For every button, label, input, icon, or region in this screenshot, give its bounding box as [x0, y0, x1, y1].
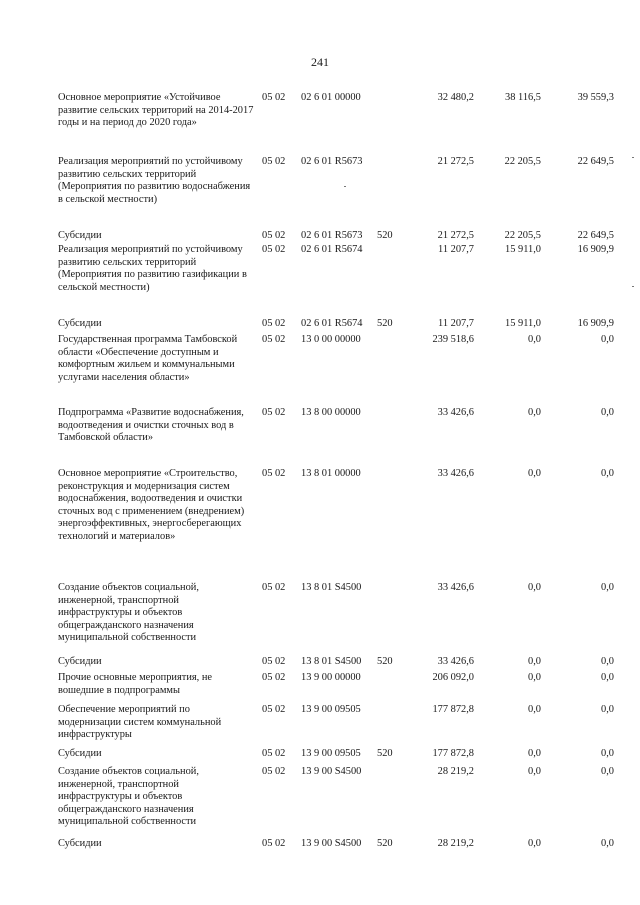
row-amount-2: 22 205,5 — [504, 156, 541, 167]
row-name: Основное мероприятие «Строительство, реконструкция и модернизация систем водоснабжения, водоотведения и очистки сточных вод с применением (внедрением) энергоэффективных, энергосберегающих технологий и материалов» — [58, 468, 245, 542]
row-amount-3: 0,0 — [601, 334, 614, 345]
row-section: 05 02 — [262, 407, 286, 418]
row-section: 05 02 — [262, 656, 286, 667]
row-amount-3: 0,0 — [601, 748, 614, 759]
row-expense-type: 520 — [377, 748, 393, 759]
row-amount-3: 0,0 — [601, 468, 614, 479]
row-target-article: 02 6 01 R5673 — [301, 156, 363, 167]
table-row — [58, 230, 630, 244]
row-amount-2: 38 116,5 — [505, 92, 541, 103]
row-section: 05 02 — [262, 838, 286, 849]
row-target-article: 13 0 00 00000 — [301, 334, 361, 345]
row-amount-3: 0,0 — [601, 672, 614, 683]
row-section: 05 02 — [262, 766, 286, 777]
row-expense-type: 520 — [377, 656, 393, 667]
row-name: Обеспечение мероприятий по модернизации систем коммунальной инфраструктуры — [58, 704, 222, 741]
row-amount-2: 0,0 — [528, 672, 541, 683]
table-row — [58, 468, 630, 582]
row-target-article: 02 6 01 00000 — [301, 92, 361, 103]
row-amount-1: 206 092,0 — [432, 672, 474, 683]
row-amount-1: 177 872,8 — [432, 748, 474, 759]
row-target-article: 02 6 01 R5673 — [301, 230, 363, 241]
row-section: 05 02 — [262, 704, 286, 715]
row-amount-1: 33 426,6 — [437, 582, 474, 593]
row-amount-3: 39 559,3 — [577, 92, 614, 103]
row-name: Создание объектов социальной, инженерной, транспортной инфраструктуры и объектов общегражданского назначения муниципальной собственности — [58, 766, 199, 828]
row-target-article: 13 9 00 00000 — [301, 672, 361, 683]
row-section: 05 02 — [262, 468, 286, 479]
row-amount-1: 11 207,7 — [438, 244, 474, 255]
row-target-article: 13 9 00 S4500 — [301, 766, 362, 777]
row-amount-1: 32 480,2 — [437, 92, 474, 103]
table-row — [58, 334, 630, 407]
row-amount-1: 21 272,5 — [437, 156, 474, 167]
table-row — [58, 156, 630, 230]
table-row — [58, 407, 630, 468]
row-target-article: 13 8 00 00000 — [301, 407, 361, 418]
table-row — [58, 704, 630, 748]
row-target-article: 13 9 00 09505 — [301, 748, 361, 759]
row-amount-2: 22 205,5 — [504, 230, 541, 241]
row-amount-2: 0,0 — [528, 656, 541, 667]
table-row — [58, 672, 630, 704]
table-row — [58, 838, 630, 854]
row-amount-1: 33 426,6 — [437, 468, 474, 479]
scan-speck — [632, 286, 634, 287]
row-amount-3: 0,0 — [601, 582, 614, 593]
row-amount-3: 0,0 — [601, 407, 614, 418]
scan-speck — [632, 157, 634, 158]
row-name: Реализация мероприятий по устойчивому развитию сельских территорий (Мероприятия по развитию водоснабжения в сельской местности) — [58, 156, 251, 205]
row-section: 05 02 — [262, 318, 286, 329]
row-amount-1: 11 207,7 — [438, 318, 474, 329]
row-name: Основное мероприятие «Устойчивое развитие сельских территорий на 2014-2017 годы и на период до 2020 года» — [58, 92, 254, 129]
row-amount-3: 0,0 — [601, 766, 614, 777]
row-amount-3: 0,0 — [601, 656, 614, 667]
row-expense-type: 520 — [377, 318, 393, 329]
row-section: 05 02 — [262, 156, 286, 167]
row-amount-1: 33 426,6 — [437, 656, 474, 667]
row-amount-2: 15 911,0 — [505, 244, 541, 255]
row-amount-3: 22 649,5 — [577, 230, 614, 241]
table-row — [58, 766, 630, 838]
row-section: 05 02 — [262, 748, 286, 759]
row-amount-2: 15 911,0 — [505, 318, 541, 329]
row-target-article: 13 8 01 S4500 — [301, 582, 362, 593]
row-section: 05 02 — [262, 672, 286, 683]
row-section: 05 02 — [262, 230, 286, 241]
row-amount-2: 0,0 — [528, 838, 541, 849]
row-name: Субсидии — [58, 656, 102, 667]
row-amount-3: 0,0 — [601, 838, 614, 849]
row-amount-2: 0,0 — [528, 704, 541, 715]
row-amount-3: 22 649,5 — [577, 156, 614, 167]
row-amount-2: 0,0 — [528, 407, 541, 418]
row-amount-3: 0,0 — [601, 704, 614, 715]
row-target-article: 13 9 00 S4500 — [301, 838, 362, 849]
row-amount-2: 0,0 — [528, 468, 541, 479]
row-name: Субсидии — [58, 230, 102, 241]
table-row — [58, 748, 630, 766]
row-name: Реализация мероприятий по устойчивому развитию сельских территорий (Мероприятия по развитию газификации в сельской местности) — [58, 244, 247, 293]
row-expense-type: 520 — [377, 838, 393, 849]
page-number: 241 — [311, 55, 329, 69]
row-target-article: 13 8 01 S4500 — [301, 656, 362, 667]
row-section: 05 02 — [262, 582, 286, 593]
row-name: Подпрограмма «Развитие водоснабжения, водоотведения и очистки сточных вод в Тамбовской области» — [58, 407, 244, 444]
row-name: Создание объектов социальной, инженерной, транспортной инфраструктуры и объектов общегражданского назначения муниципальной собственности — [58, 582, 199, 644]
row-name: Государственная программа Тамбовской области «Обеспечение доступным и комфортным жильем и коммунальными услугами населения области» — [58, 334, 238, 383]
row-target-article: 13 8 01 00000 — [301, 468, 361, 479]
row-section: 05 02 — [262, 92, 286, 103]
row-amount-3: 16 909,9 — [577, 318, 614, 329]
row-target-article: 02 6 01 R5674 — [301, 318, 363, 329]
table-row — [58, 92, 630, 156]
row-target-article: 13 9 00 09505 — [301, 704, 361, 715]
row-amount-3: 16 909,9 — [577, 244, 614, 255]
row-section: 05 02 — [262, 334, 286, 345]
row-name: Субсидии — [58, 318, 102, 329]
table-row — [58, 582, 630, 656]
row-amount-1: 21 272,5 — [437, 230, 474, 241]
row-amount-2: 0,0 — [528, 748, 541, 759]
row-amount-1: 239 518,6 — [432, 334, 474, 345]
row-amount-2: 0,0 — [528, 582, 541, 593]
budget-table — [58, 92, 630, 854]
row-amount-2: 0,0 — [528, 334, 541, 345]
scan-speck — [344, 186, 346, 187]
row-target-article: 02 6 01 R5674 — [301, 244, 363, 255]
row-name: Субсидии — [58, 748, 102, 759]
table-row — [58, 656, 630, 672]
row-expense-type: 520 — [377, 230, 393, 241]
row-amount-2: 0,0 — [528, 766, 541, 777]
row-amount-1: 33 426,6 — [437, 407, 474, 418]
row-amount-1: 28 219,2 — [437, 838, 474, 849]
row-amount-1: 28 219,2 — [437, 766, 474, 777]
table-row — [58, 318, 630, 334]
row-section: 05 02 — [262, 244, 286, 255]
row-name: Субсидии — [58, 838, 102, 849]
row-amount-1: 177 872,8 — [432, 704, 474, 715]
row-name: Прочие основные мероприятия, не вошедшие в подпрограммы — [58, 672, 213, 696]
table-row — [58, 244, 630, 318]
